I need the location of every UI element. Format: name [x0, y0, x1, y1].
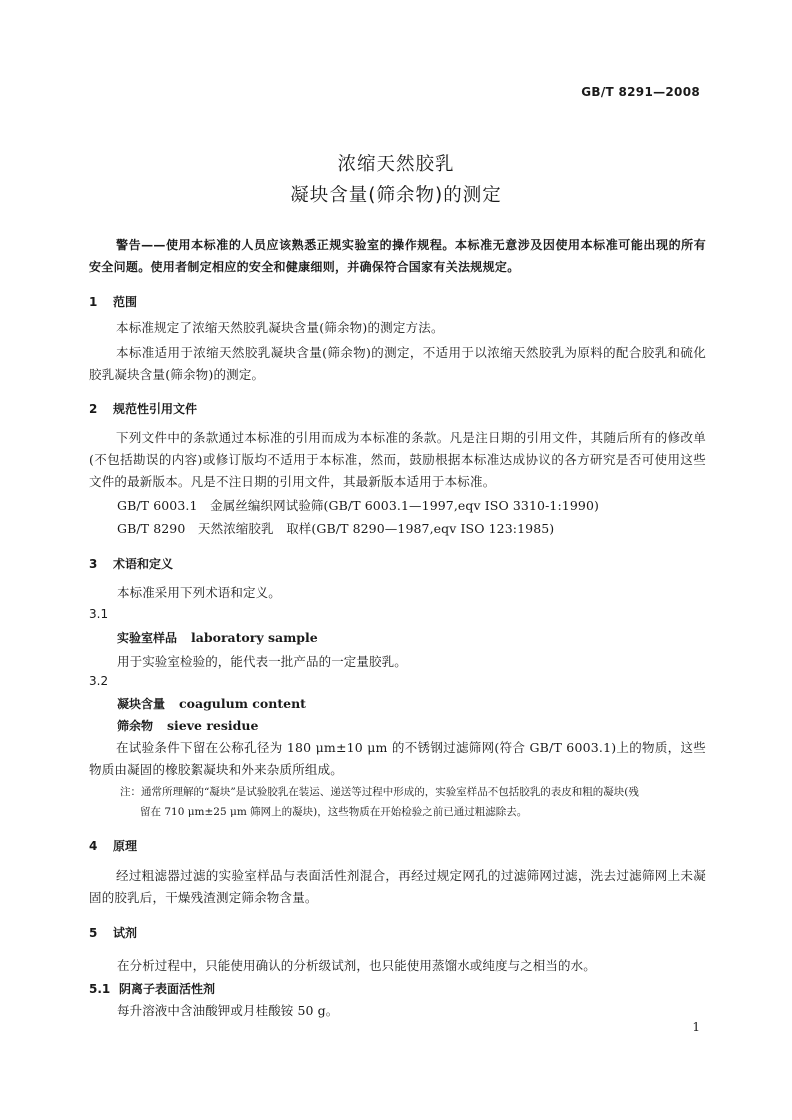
clause-3-2-definition: 在试验条件下留在公称孔径为 180 μm±10 μm 的不锈钢过滤筛网(符合 GB/T 6003.1)上的物质，这些物质由凝固的橡胶絮凝块和外来杂质所组成。 — [89, 740, 706, 777]
term-en: laboratory sample — [191, 630, 318, 645]
term-zh: 筛余物 — [117, 719, 154, 733]
section-title: 范围 — [113, 295, 138, 309]
clause-title: 阴离子表面活性剂 — [119, 982, 216, 996]
term-zh: 凝块含量 — [117, 697, 166, 711]
page-number: 1 — [692, 1020, 700, 1034]
reference-1: GB/T 6003.1 金属丝编织网试验筛(GB/T 6003.1—1997,eqv ISO 3310-1:1990) — [117, 498, 599, 513]
section-number: 1 — [89, 295, 98, 309]
term-en: coagulum content — [179, 696, 306, 711]
reference-2: GB/T 8290 天然浓缩胶乳 取样(GB/T 8290—1987,eqv ISO 123:1985) — [117, 521, 555, 536]
clause-3-2-note — [120, 782, 706, 822]
clause-5-1-definition: 每升溶液中含油酸钾或月桂酸铵 50 g。 — [117, 1003, 339, 1018]
term-zh: 实验室样品 — [117, 631, 178, 645]
standard-code: GB/T 8291—2008 — [581, 85, 700, 99]
section-3-heading — [89, 555, 173, 572]
section-4-heading — [89, 837, 137, 854]
section-title: 原理 — [113, 839, 138, 853]
clause-number: 5.1 — [89, 982, 111, 996]
section-title: 规范性引用文件 — [113, 402, 198, 416]
term-coagulum-content — [117, 695, 306, 712]
section-4-paragraph-1: 经过粗滤器过滤的实验室样品与表面活性剂混合，再经过规定网孔的过滤筛网过滤，洗去过滤筛网上未凝固的胶乳后，干燥残渣测定筛余物含量。 — [89, 868, 706, 905]
section-number: 3 — [89, 557, 98, 571]
section-title: 试剂 — [113, 926, 138, 940]
clause-3-1-definition: 用于实验室检验的，能代表一批产品的一定量胶乳。 — [117, 654, 407, 669]
title-line-1: 浓缩天然胶乳 — [337, 154, 455, 175]
note-line-2: 留在 710 μm±25 μm 筛网上的凝块)，这些物质在开始检验之前已通过粗滤除去。 — [140, 806, 528, 818]
warning-paragraph: 警告——使用本标准的人员应该熟悉正规实验室的操作规程。本标准无意涉及因使用本标准可能出现的所有安全问题。使用者制定相应的安全和健康细则，并确保符合国家有关法规规定。 — [89, 238, 706, 274]
section-1-paragraph-1: 本标准规定了浓缩天然胶乳凝块含量(筛余物)的测定方法。 — [116, 320, 444, 335]
section-number: 4 — [89, 839, 98, 853]
note-line-1: 注：通常所理解的“凝块”是试验胶乳在装运、递送等过程中形成的，实验室样品不包括胶乳的表皮和粗的凝块(残 — [120, 786, 639, 798]
section-title: 术语和定义 — [113, 557, 174, 571]
section-2-heading — [89, 400, 197, 417]
section-number: 2 — [89, 402, 98, 416]
term-sieve-residue — [117, 717, 258, 734]
section-1-paragraph-2: 本标准适用于浓缩天然胶乳凝块含量(筛余物)的测定，不适用于以浓缩天然胶乳为原料的配合胶乳和硫化胶乳凝块含量(筛余物)的测定。 — [89, 345, 706, 382]
clause-3-2-number: 3.2 — [89, 674, 109, 688]
section-2-paragraph-1: 下列文件中的条款通过本标准的引用而成为本标准的条款。凡是注日期的引用文件，其随后所有的修改单(不包括勘误的内容)或修订版均不适用于本标准，然而，鼓励根据本标准达成协议的各方研究是否可使用这些文件的最新版本。凡是不注日期的引用文件，其最新版本适用于本标准。 — [89, 430, 706, 489]
section-number: 5 — [89, 926, 98, 940]
term-laboratory-sample — [117, 629, 318, 646]
section-5-paragraph-1: 在分析过程中，只能使用确认的分析级试剂，也只能使用蒸馏水或纯度与之相当的水。 — [117, 958, 596, 973]
term-en: sieve residue — [167, 718, 259, 733]
clause-5-1-heading — [89, 980, 215, 997]
section-5-heading — [89, 924, 137, 941]
clause-3-1-number: 3.1 — [89, 607, 109, 621]
title-line-2: 凝块含量(筛余物)的测定 — [290, 185, 502, 206]
section-1-heading — [89, 293, 137, 310]
section-3-paragraph-1: 本标准采用下列术语和定义。 — [117, 585, 281, 600]
